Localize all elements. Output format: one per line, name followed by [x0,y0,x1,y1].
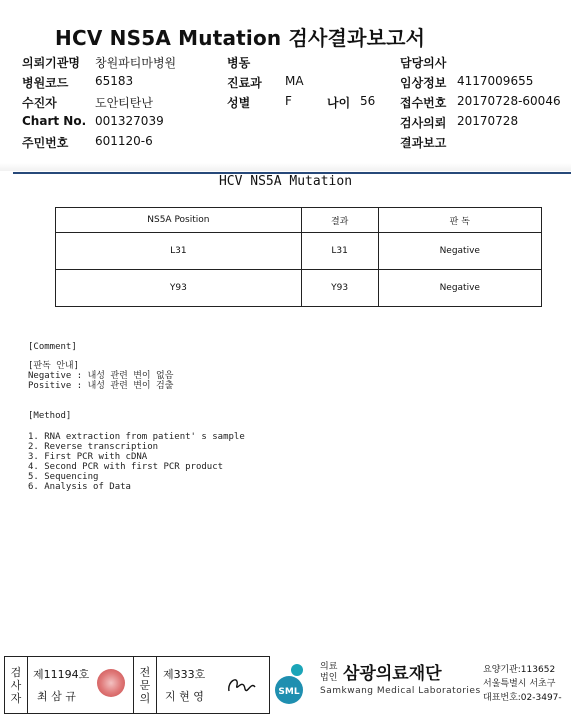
info-label: 성별 [227,96,251,110]
info-label: 결과보고 [400,136,447,150]
patient-info [22,54,562,154]
position-cell: L31 [56,233,302,270]
method-step: 3. First PCR with cDNA [28,452,148,462]
table-header-row [56,208,542,233]
info-label: 진료과 [227,76,262,90]
header-shadow [0,163,571,171]
info-label: 검사의뢰 [400,116,447,130]
method-step: 4. Second PCR with first PCR product [28,462,224,472]
interpretation-cell: Negative [378,270,541,307]
table-row [56,270,542,307]
table-row [56,233,542,270]
info-value: 4117009655 [457,74,534,88]
info-label: 접수번호 [400,96,447,110]
method-heading: [Method] [28,411,72,421]
label-char: 자 [10,691,22,705]
info-row [22,114,562,134]
info-row [22,94,562,114]
org-prefix: 법인 [320,673,338,683]
seal-icon [97,669,125,697]
info-value: 601120-6 [95,134,153,148]
results-table [55,207,542,307]
info-value: 20170728-60046 [457,94,561,108]
info-label: 주민번호 [22,136,69,150]
info-value: F [285,94,292,108]
signature-icon [225,671,261,699]
column-header: 판 독 [378,208,541,233]
label-char: 사 [10,678,22,692]
logo-text: SML [278,687,300,697]
info-label: 병동 [227,56,251,70]
label-char: 전 [139,665,151,679]
signature-footer [0,656,571,716]
section-title: HCV NS5A Mutation [218,174,353,189]
method-step: 2. Reverse transcription [28,442,159,452]
org-english-name: Samkwang Medical Laboratories [320,686,481,696]
info-label: 병원코드 [22,76,69,90]
specialist-label [133,657,157,713]
info-row [22,74,562,94]
org-phone: 대표번호:02-3497- [483,693,562,703]
comment-line: Negative : 내성 관련 변이 없음 [28,371,174,381]
method-step: 6. Analysis of Data [28,482,131,492]
comment-subheading: [판독 안내] [28,361,80,371]
info-value: 창원파티마병원 [95,56,177,70]
info-label: 수진자 [22,96,57,110]
label-char: 문 [139,678,151,692]
info-row [22,134,562,154]
info-label: 임상정보 [400,76,447,90]
info-value: 001327039 [95,114,164,128]
label-char: 의 [139,691,151,705]
column-header: 결과 [301,208,378,233]
comment-heading: [Comment] [28,342,77,352]
examiner-label [5,657,28,713]
org-code: 요양기관:113652 [483,665,556,675]
info-value: 20170728 [457,114,519,128]
info-value: 도안티탄난 [95,96,153,110]
sml-logo-icon [271,660,311,704]
examiner-license-no: 제11194호 [33,668,90,681]
specialist-name: 지 현 영 [165,690,204,703]
specialist-license-no: 제333호 [163,668,206,681]
interpretation-cell: Negative [378,233,541,270]
info-value: MA [285,74,304,88]
org-prefix: 의료 [320,662,338,672]
info-label: Chart No. [22,114,87,128]
label-char: 검 [10,665,22,679]
result-cell: L31 [301,233,378,270]
info-label: 의뢰기관명 [22,56,80,70]
method-step: 5. Sequencing [28,472,99,482]
column-header: NS5A Position [56,208,302,233]
info-value: 56 [360,94,376,108]
org-name: 삼광의료재단 [343,664,442,684]
info-row [22,54,562,74]
info-value: 65183 [95,74,134,88]
org-address: 서울특별시 서초구 [483,679,556,689]
report-title: HCV NS5A Mutation 검사결과보고서 [55,26,426,50]
signature-box [4,656,270,714]
info-label: 나이 [327,96,351,110]
examiner-name: 최 삼 규 [37,690,76,703]
position-cell: Y93 [56,270,302,307]
method-step: 1. RNA extraction from patient' s sample [28,432,245,442]
info-label: 담당의사 [400,56,447,70]
comment-line: Positive : 내성 관련 변이 검출 [28,381,174,391]
result-cell: Y93 [301,270,378,307]
